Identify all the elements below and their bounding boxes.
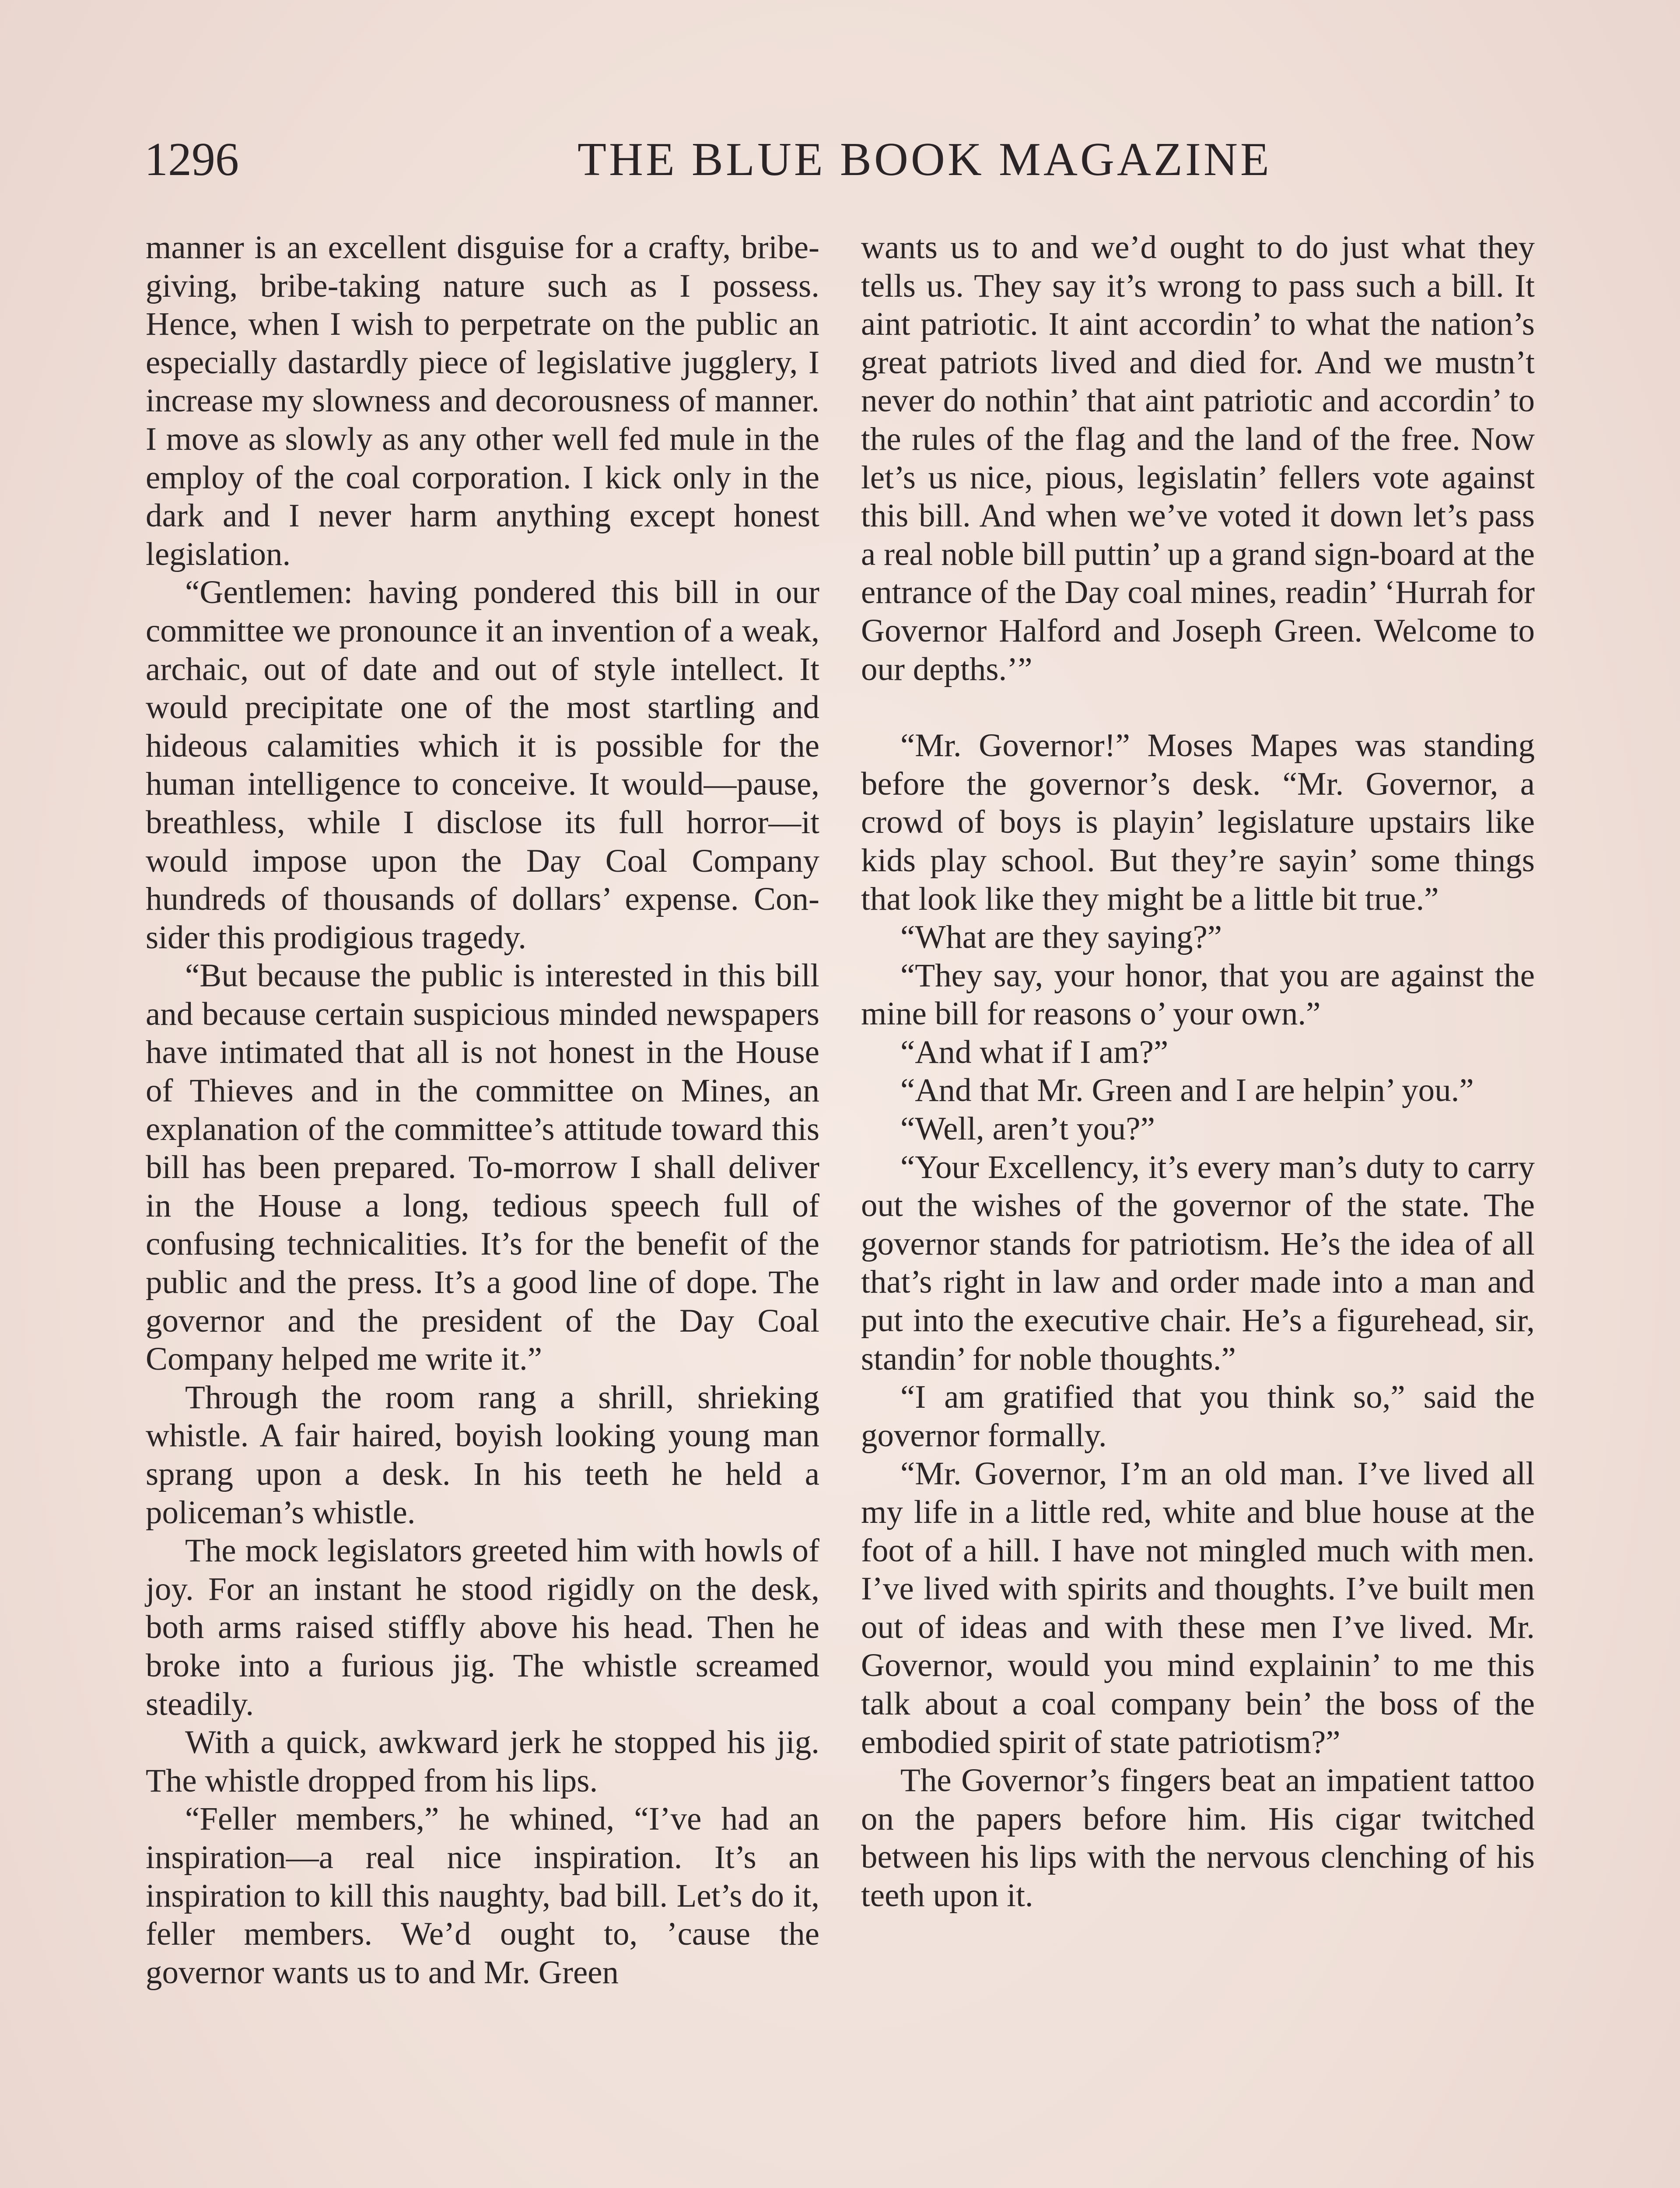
paragraph: “Gentlemen: having pondered this bill in our committee we pronounce it an invention of a weak, archaic, out of date and out of style intellect. It would precipitate one of the most startling and hideous calamities which it is possible for the human intelligence to conceive. It would—pause, breathless, while I disclose its full horror—it would impose upon the Day Coal Company hundreds of thousands of dollars’ expense. Consider this prodigious tragedy.	[146, 574, 819, 956]
paragraph: “Mr. Governor!” Moses Mapes was standing before the governor’s desk. “Mr. Governor, a crowd of boys is playin’ legislature upstairs like kids play school. But they’re sayin’ some things that look like they might be a little bit true.”	[861, 727, 1535, 917]
running-title: THE BLUE BOOK MAGAZINE	[578, 133, 1272, 186]
page-header	[144, 127, 1544, 193]
paragraph: “Feller members,” he whined, “I’ve had an inspiration—a real nice inspiration. It’s an inspiration to kill this naughty, bad bill. Let’s do it, feller members. We’d ought to, ’cause the governor wants us to and Mr. Green	[146, 1801, 819, 1991]
paragraph: “But because the public is interested in this bill and because certain suspicious minded newspapers have intimated that all is not honest in the House of Thieves and in the committee on Mines, an explanation of the committee’s attitude toward this bill has been prepared. To-morrow I shall deliver in the House a long, tedious speech full of confusing technicalities. It’s for the benefit of the public and the press. It’s a good line of dope. The governor and the president of the Day Coal Company helped me write it.”	[146, 957, 819, 1378]
paragraph: “And what if I am?”	[900, 1034, 1169, 1070]
paragraph: The mock legislators greeted him with howls of joy. For an instant he stood rigidly on the desk, both arms raised stiffly above his head. Then he broke into a furious jig. The whistle screamed steadily.	[146, 1532, 819, 1722]
right-column	[861, 228, 1535, 1915]
paragraph: “Well, aren’t you?”	[900, 1111, 1155, 1147]
left-column	[146, 228, 819, 1992]
paragraph: With a quick, awkward jerk he stopped his jig. The whistle dropped from his lips.	[146, 1724, 819, 1799]
page-number: 1296	[144, 133, 239, 186]
paragraph: “I am gratified that you think so,” said the governor formally.	[861, 1379, 1535, 1454]
paragraph: wants us to and we’d ought to do just what they tells us. They say it’s wrong to pass such a bill. It aint patriotic. It aint accordin’ to what the nation’s great patriots lived and died for. And we mustn’t never do nothin’ that aint patriotic and accordin’ to the rules of the flag and the land of the free. Now let’s us nice, pious, legislatin’ fellers vote against this bill. And when we’ve voted it down let’s pass a real noble bill puttin’ up a grand sign-board at the entrance of the Day coal mines, readin’ ‘Hurrah for Governor Halford and Joseph Green. Welcome to our depths.’”	[861, 229, 1535, 687]
paragraph: “Your Excellency, it’s every man’s duty to carry out the wishes of the governor of the state. The governor stands for patriotism. He’s the idea of all that’s right in law and order made into a man and put into the executive chair. He’s a figurehead, sir, standin’ for noble thoughts.”	[861, 1149, 1535, 1377]
paragraph: “And that Mr. Green and I are helpin’ you.”	[900, 1072, 1474, 1109]
paragraph: “They say, your honor, that you are against the mine bill for reasons o’ your own.”	[861, 957, 1535, 1032]
paragraph: “What are they saying?”	[900, 919, 1222, 956]
paragraph: Through the room rang a shrill, shrieking whistle. A fair haired, boyish looking young man sprang upon a desk. In his teeth he held a policeman’s whistle.	[146, 1379, 819, 1531]
paragraph: “Mr. Governor, I’m an old man. I’ve lived all my life in a little red, white and blue house at the foot of a hill. I have not mingled much with men. I’ve lived with spirits and thoughts. I’ve built men out of ideas and with these men I’ve lived. Mr. Governor, would you mind explainin’ to me this talk about a coal company bein’ the boss of the embodied spirit of state patriotism?”	[861, 1455, 1535, 1760]
paragraph: manner is an excellent disguise for a crafty, bribe-giving, bribe-taking nature such as I possess. Hence, when I wish to perpetrate on the public an especially dastardly piece of legislative jugglery, I increase my slowness and decorousness of manner. I move as slowly as any other well fed mule in the employ of the coal corporation. I kick only in the dark and I never harm anything except honest legislation.	[146, 229, 819, 572]
paragraph: The Governor’s fingers beat an impatient tattoo on the papers before him. His cigar twitched between his lips with the nervous clenching of his teeth upon it.	[861, 1762, 1535, 1914]
